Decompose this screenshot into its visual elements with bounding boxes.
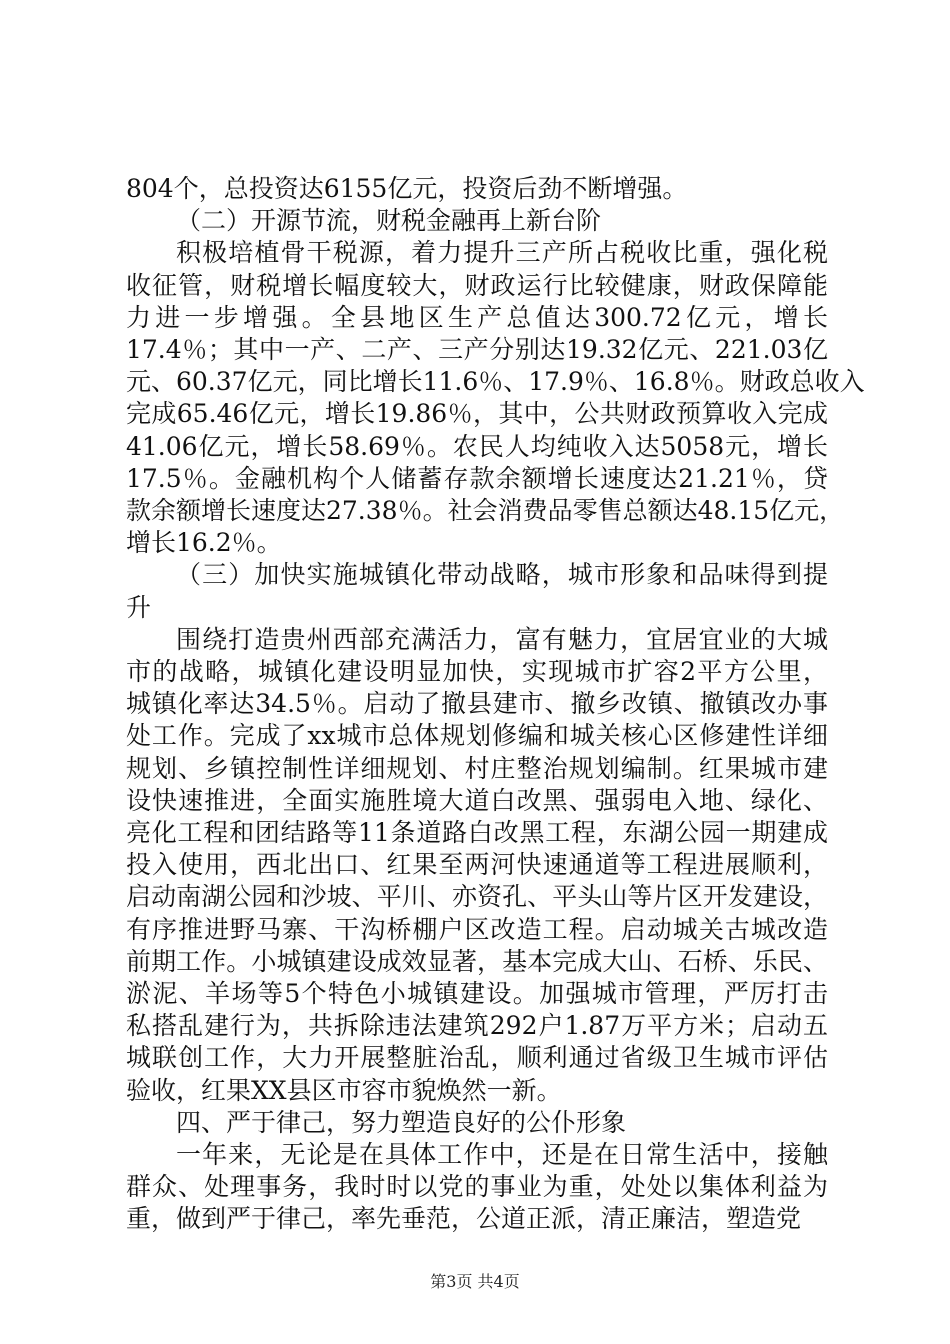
text-line: 四、严于律己，努力塑造良好的公仆形象 xyxy=(176,1107,627,1137)
text-line: 力进一步增强。全县地区生产总值达300.72亿元，增长 xyxy=(126,302,828,332)
text-line: 有序推进野马寨、干沟桥棚户区改造工程。启动城关古城改造 xyxy=(126,914,828,944)
text-line: 款余额增长速度达27.38％。社会消费品零售总额达48.15亿元， xyxy=(126,496,845,525)
text-line: 升 xyxy=(126,592,152,622)
text-line: 设快速推进，全面实施胜境大道白改黑、强弱电入地、绿化、 xyxy=(126,785,828,815)
text-line: 验收，红果XX县区市容市貌焕然一新。 xyxy=(126,1075,562,1105)
text-line: 淤泥、羊场等5个特色小城镇建设。加强城市管理，严厉打击 xyxy=(126,979,828,1008)
text-line: 处工作。完成了xx城市总体规划修编和城关核心区修建性详细 xyxy=(126,721,828,751)
text-line: 17.5％。金融机构个人储蓄存款余额增长速度达21.21％，贷 xyxy=(126,463,828,493)
text-line: 完成65.46亿元，增长19.86％，其中，公共财政预算收入完成 xyxy=(126,399,828,429)
text-line: 增长16.2％。 xyxy=(126,528,282,558)
text-line: 前期工作。小城镇建设成效显著，基本完成大山、石桥、乐民、 xyxy=(126,946,828,976)
text-line: 规划、乡镇控制性详细规划、村庄整治规划编制。红果城市建 xyxy=(126,753,828,783)
text-line: 启动南湖公园和沙坡、平川、亦资孔、平头山等片区开发建设， xyxy=(126,882,828,912)
text-line: 积极培植骨干税源，着力提升三产所占税收比重，强化税 xyxy=(176,238,828,268)
text-line: 亮化工程和团结路等11条道路白改黑工程，东湖公园一期建成 xyxy=(126,818,828,847)
text-line: 804个，总投资达6155亿元，投资后劲不断增强。 xyxy=(126,174,688,203)
text-line: （二）开源节流，财税金融再上新台阶 xyxy=(176,206,602,236)
text-line: 一年来，无论是在具体工作中，还是在日常生活中，接触 xyxy=(176,1140,828,1169)
text-line: 重，做到严于律己，率先垂范，公道正派，清正廉洁，塑造党 xyxy=(126,1204,802,1234)
text-line: 城联创工作，大力开展整脏治乱，顺利通过省级卫生城市评估 xyxy=(126,1043,828,1073)
text-line: 元、60.37亿元，同比增长11.6％、17.9％、16.8％。财政总收入 xyxy=(126,367,865,397)
text-line: （三）加快实施城镇化带动战略，城市形象和品味得到提 xyxy=(176,560,828,590)
text-line: 17.4％；其中一产、二产、三产分别达19.32亿元、221.03亿 xyxy=(126,335,828,364)
text-line: 城镇化率达34.5％。启动了撤县建市、撤乡改镇、撤镇改办事 xyxy=(126,689,828,719)
text-line: 41.06亿元，增长58.69％。农民人均纯收入达5058元，增长 xyxy=(126,431,828,461)
page-footer: 第3页 共4页 xyxy=(430,1272,520,1291)
text-line: 投入使用，西北出口、红果至两河快速通道等工程进展顺利， xyxy=(126,850,828,880)
text-line: 围绕打造贵州西部充满活力，富有魅力，宜居宜业的大城 xyxy=(176,624,828,654)
text-line: 私搭乱建行为，共拆除违法建筑292户1.87万平方米；启动五 xyxy=(126,1011,828,1041)
text-line: 市的战略，城镇化建设明显加快，实现城市扩容2平方公里， xyxy=(126,657,828,686)
text-line: 群众、处理事务，我时时以党的事业为重，处处以集体利益为 xyxy=(126,1172,828,1202)
text-line: 收征管，财税增长幅度较大，财政运行比较健康，财政保障能 xyxy=(126,270,828,300)
